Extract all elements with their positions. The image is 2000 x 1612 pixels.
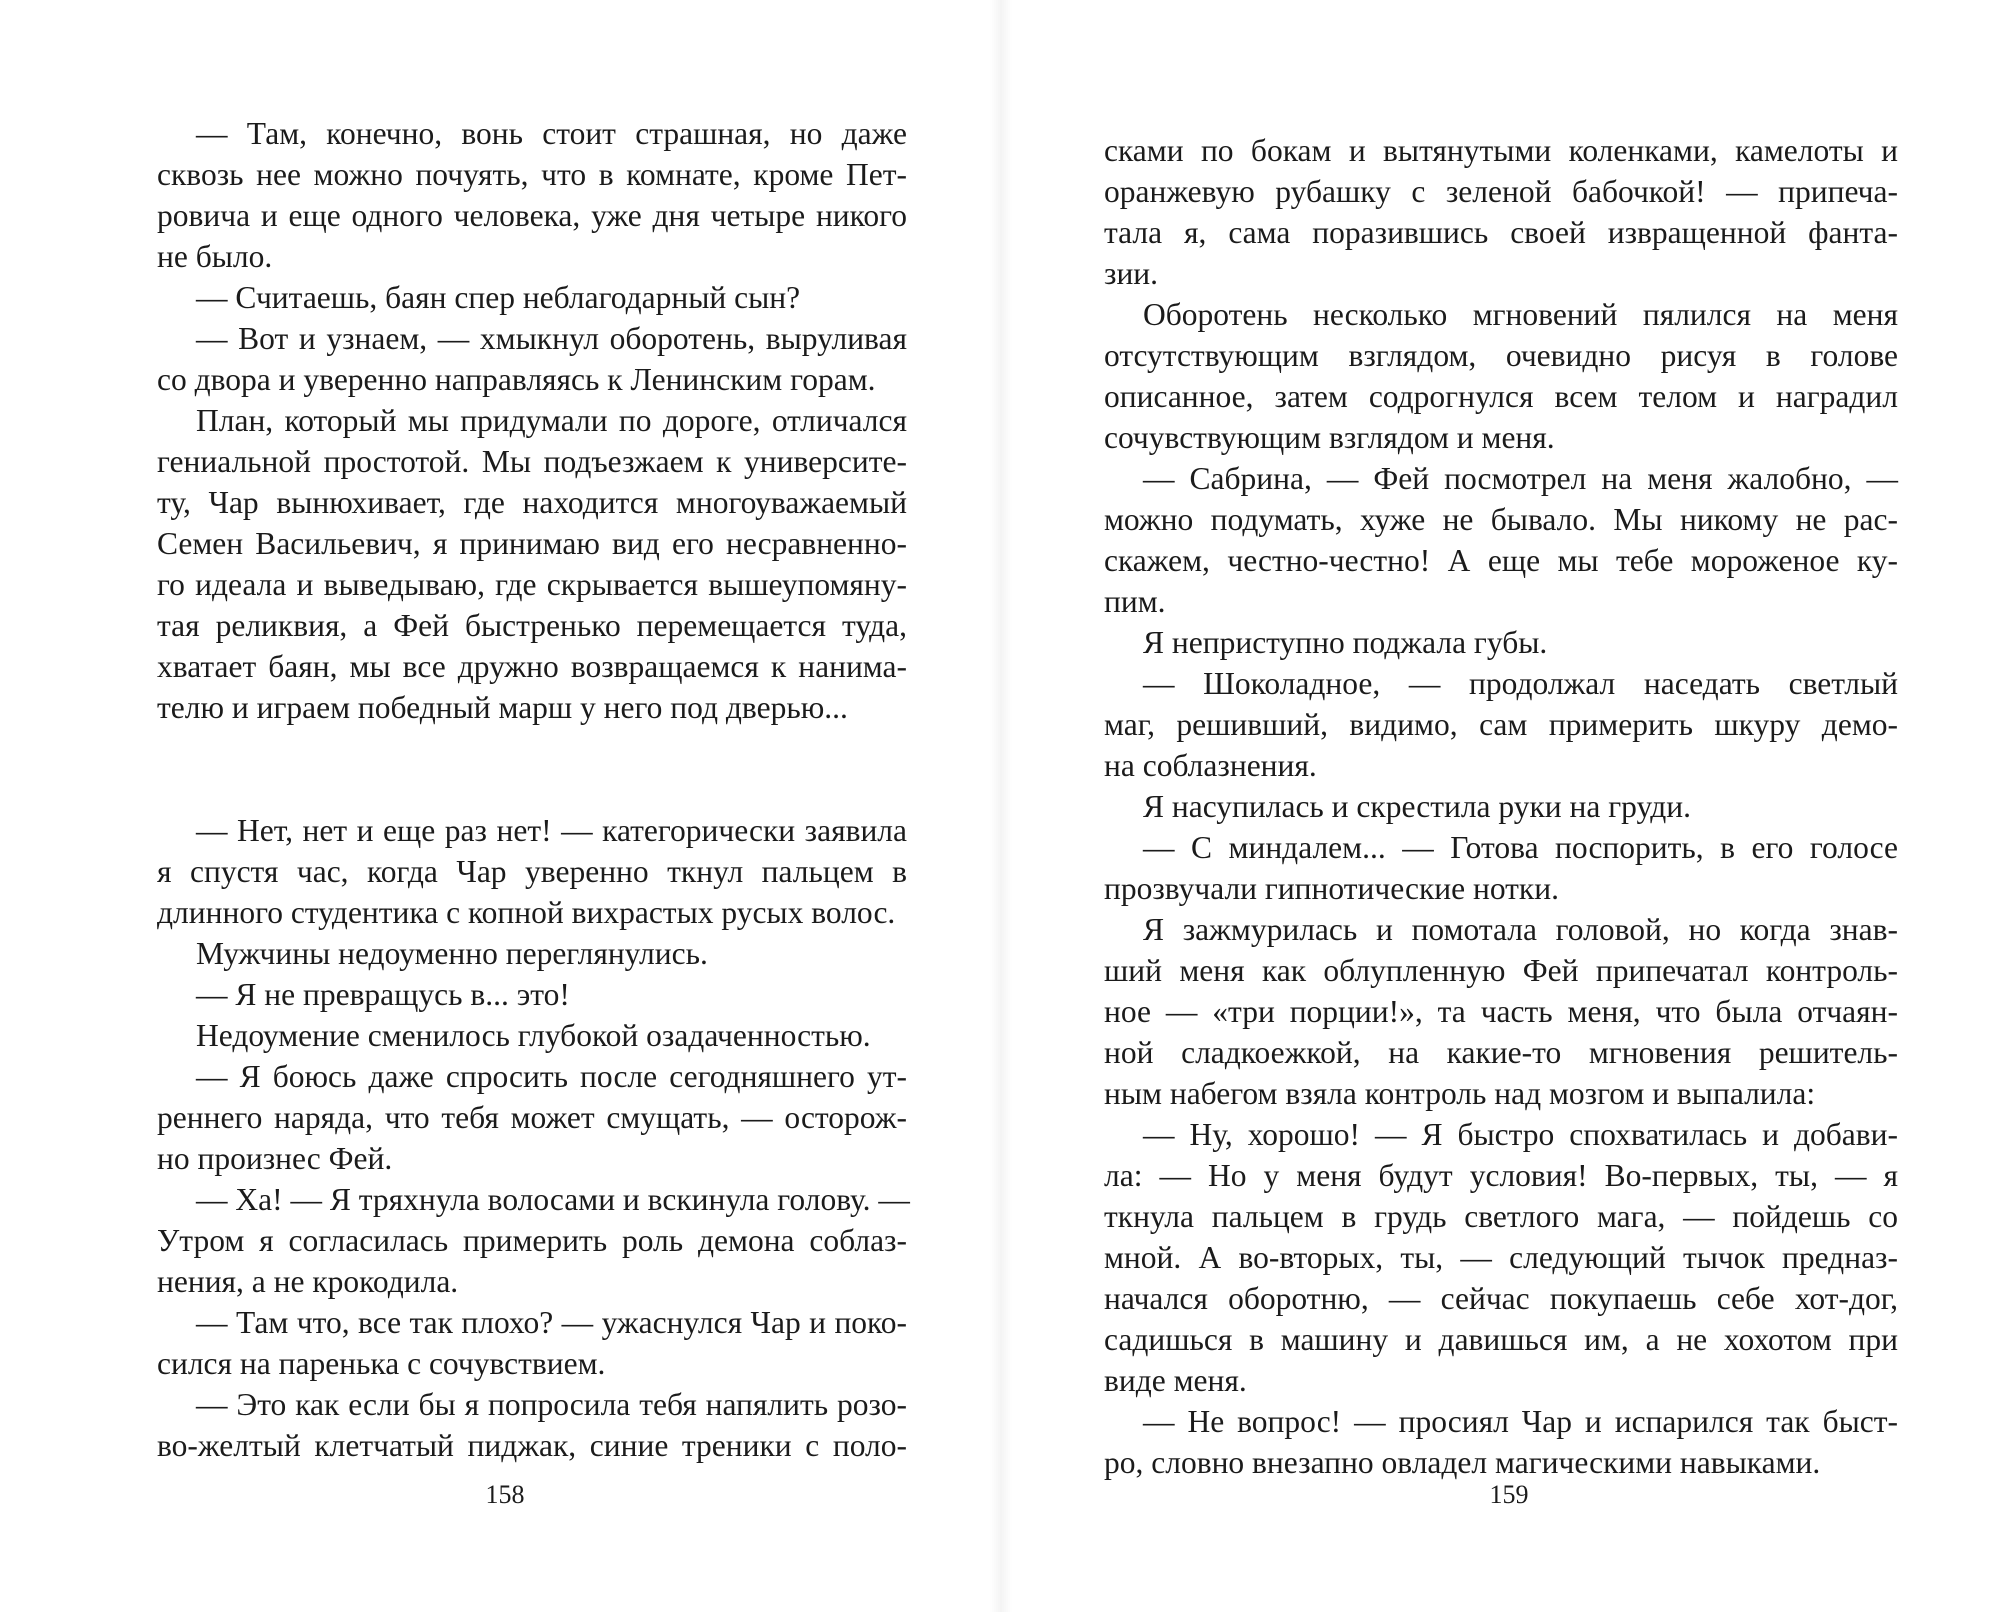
text-line: длинного студентика с копной вихрастых русых волос. [157, 895, 896, 930]
text-line: зии. [1104, 256, 1159, 291]
text-line: — Шоколадное, — продолжал наседать светлый [1143, 666, 1898, 701]
text-line: ным набегом взяла контроль над мозгом и выпалила: [1104, 1076, 1816, 1111]
text-line: мной. А во-вторых, ты, — следующий тычок предназ- [1104, 1240, 1898, 1275]
text-line: оранжевую рубашку с зеленой бабочкой! — припеча- [1104, 174, 1898, 209]
text-line: ровича и еще одного человека, уже дня четыре никого [157, 198, 907, 233]
text-line: — Считаешь, баян спер неблагодарный сын? [196, 280, 801, 315]
text-line: Оборотень несколько мгновений пялился на меня [1143, 297, 1898, 332]
text-line: Я неприступно поджала губы. [1143, 625, 1548, 660]
text-line: виде меня. [1104, 1363, 1247, 1398]
section-break [157, 728, 907, 810]
text-line: но произнес Фей. [157, 1141, 393, 1176]
text-line: ла: — Но у меня будут условия! Во-первых, ты, — я [1104, 1158, 1898, 1193]
text-line: — Я боюсь даже спросить после сегодняшнего ут- [196, 1059, 907, 1094]
text-line: План, который мы придумали по дороге, отличался [196, 403, 907, 438]
text-line: скажем, честно-честно! А еще мы тебе мороженое ку- [1104, 543, 1898, 578]
text-line: описанное, затем содрогнулся всем телом и наградил [1104, 379, 1898, 414]
text-line: сками по бокам и вытянутыми коленками, камелоты и [1104, 133, 1898, 168]
text-line: — Это как если бы я попросила тебя напялить розо- [196, 1387, 907, 1422]
text-line: тая реликвия, а Фей быстренько перемещается туда, [157, 608, 907, 643]
text-line: сочувствующим взглядом и меня. [1104, 420, 1555, 455]
text-line: Я зажмурилась и помотала головой, но когда знав- [1143, 912, 1898, 947]
text-line: отсутствующим взглядом, очевидно рисуя в голове [1104, 338, 1898, 373]
left-page-text [157, 113, 910, 1466]
text-line: тала я, сама поразившись своей извращенной фанта- [1104, 215, 1898, 250]
text-line: ту, Чар вынюхивает, где находится многоуважаемый [157, 485, 907, 520]
text-line: не было. [157, 239, 273, 274]
text-line: нения, а не крокодила. [157, 1264, 459, 1299]
left-page-number: 158 [485, 1480, 525, 1509]
text-line: Утром я согласилась примерить роль демона соблаз- [157, 1223, 907, 1258]
text-line: — Нет, нет и еще раз нет! — категорически заявила [196, 813, 907, 848]
text-line: сился на паренька с сочувствием. [157, 1346, 606, 1381]
text-line: можно подумать, хуже не бывало. Мы никому не рас- [1104, 502, 1898, 537]
text-line: во-желтый клетчатый пиджак, синие треники с поло- [157, 1428, 907, 1463]
text-line: садишься в машину и давишься им, а не хохотом при [1104, 1322, 1898, 1357]
text-line: — Сабрина, — Фей посмотрел на меня жалобно, — [1143, 461, 1898, 496]
text-line: маг, решивший, видимо, сам примерить шкуру демо- [1104, 707, 1898, 742]
text-line: телю и играем победный марш у него под дверью... [157, 690, 848, 725]
text-line: реннего наряда, что тебя может смущать, — осторож- [157, 1100, 907, 1135]
right-page-text [1104, 130, 1898, 1483]
text-line: пим. [1104, 584, 1166, 619]
text-line: ший меня как облупленную Фей припечатал контроль- [1104, 953, 1898, 988]
text-line: на соблазнения. [1104, 748, 1317, 783]
text-line: Недоумение сменилось глубокой озадаченностью. [196, 1018, 871, 1053]
text-line: Семен Васильевич, я принимаю вид его несравненно- [157, 526, 907, 561]
text-line: гениальной простотой. Мы подъезжаем к университе- [157, 444, 907, 479]
text-line: я спустя час, когда Чар уверенно ткнул пальцем в [157, 854, 907, 889]
text-line: хватает баян, мы все дружно возвращаемся к нанима- [157, 649, 907, 684]
text-line: ное — «три порции!», та часть меня, что была отчаян- [1104, 994, 1898, 1029]
text-line: ной сладкоежкой, на какие-то мгновения решитель- [1104, 1035, 1898, 1070]
text-line: Я насупилась и скрестила руки на груди. [1143, 789, 1692, 824]
text-line: — Ну, хорошо! — Я быстро спохватилась и добави- [1143, 1117, 1898, 1152]
text-line: прозвучали гипнотические нотки. [1104, 871, 1559, 906]
text-line: Мужчины недоуменно переглянулись. [196, 936, 708, 971]
text-line: со двора и уверенно направляясь к Ленинским горам. [157, 362, 876, 397]
text-line: — Там, конечно, вонь стоит страшная, но даже [196, 116, 907, 151]
text-line: — Вот и узнаем, — хмыкнул оборотень, выруливая [196, 321, 907, 356]
right-page [1000, 0, 2000, 1612]
text-line: начался оборотню, — сейчас покупаешь себе хот-дог, [1104, 1281, 1898, 1316]
text-line: — Там что, все так плохо? — ужаснулся Чар и поко- [196, 1305, 907, 1340]
text-line: сквозь нее можно почуять, что в комнате, кроме Пет- [157, 157, 907, 192]
right-page-number: 159 [1489, 1480, 1529, 1509]
text-line: го идеала и выведываю, где скрывается вышеупомяну- [157, 567, 907, 602]
text-line: — Ха! — Я тряхнула волосами и вскинула голову. — [196, 1182, 910, 1217]
text-line: — Я не превращусь в... это! [196, 977, 570, 1012]
text-line: ро, словно внезапно овладел магическими навыками. [1104, 1445, 1821, 1480]
text-line: ткнула пальцем в грудь светлого мага, — пойдешь со [1104, 1199, 1898, 1234]
text-line: — С миндалем... — Готова поспорить, в его голосе [1143, 830, 1898, 865]
text-line: — Не вопрос! — просиял Чар и испарился так быст- [1143, 1404, 1898, 1439]
